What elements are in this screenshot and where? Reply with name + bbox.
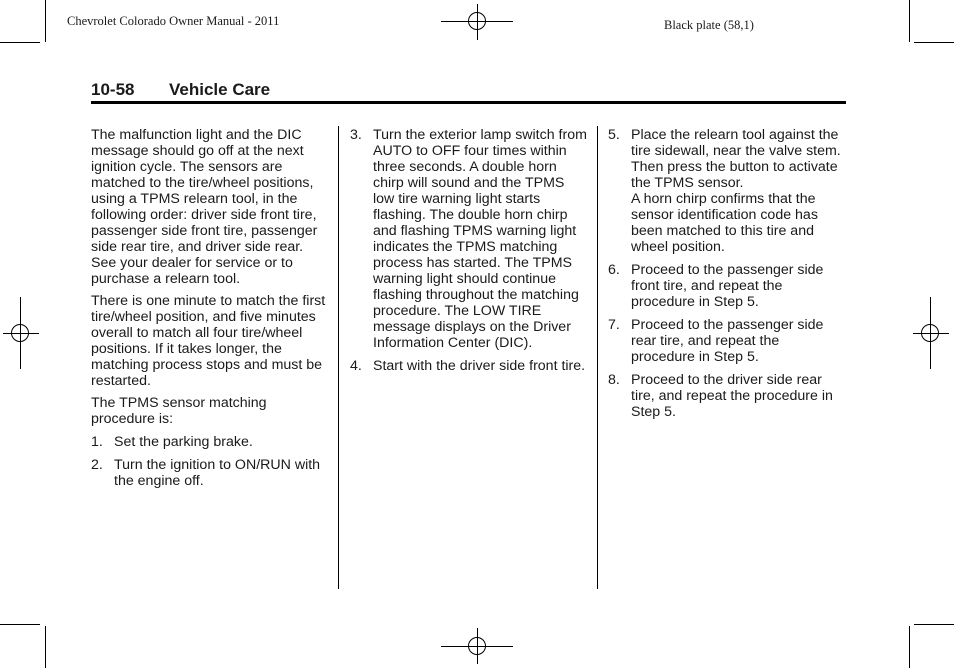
step-number: 5. [608,127,620,143]
crop-mark [0,42,40,43]
step-item [91,434,329,450]
step-text: Proceed to the passenger side front tire, and repeat the procedure in Step 5. [631,262,824,310]
paragraph: There is one minute to match the first tire/wheel position, and five minutes overall to match all four tire/wheel positions. If it takes longer, the matching process stops and must be restarted. [91,293,326,389]
step-text: Set the parking brake. [114,434,253,450]
column-3 [608,127,846,427]
manual-title: Chevrolet Colorado Owner Manual - 2011 [67,14,280,28]
step-number: 8. [608,372,620,388]
step-item [350,358,588,374]
step-number: 1. [91,434,103,450]
crop-mark [45,626,46,668]
paragraph: The malfunction light and the DIC message should go off at the next ignition cycle. The sensors are matched to the tire/wheel positions, using a TPMS relearn tool, in the following order: driver side front tire, passenger side front tire, passenger side rear tire, and driver side rear. See your dealer for service or to purchase a relearn tool. [91,127,318,287]
crop-mark [914,624,954,625]
step-text: Proceed to the driver side rear tire, and repeat the procedure in Step 5. [631,372,833,420]
crop-mark [914,42,954,43]
plate-label: Black plate (58,1) [664,18,754,32]
crop-mark [45,0,46,42]
crop-mark [0,624,40,625]
step-text: Proceed to the passenger side rear tire, and repeat the procedure in Step 5. [631,317,824,365]
paragraph: The TPMS sensor matching procedure is: [91,395,267,427]
step-item [608,262,846,310]
step-number: 3. [350,127,362,143]
column-2 [350,127,588,381]
step-item [608,317,846,365]
step-text: Turn the exterior lamp switch from AUTO to OFF four times within three seconds. A double horn chirp will sound and the TPMS low tire warning light starts flashing. The double horn chirp and flashing TPMS warning light indicates the TPMS matching process has started. The TPMS warning light should continue flashing throughout the matching procedure. The LOW TIRE message displays on the Driver Information Center (DIC). [373,127,587,351]
step-number: 6. [608,262,620,278]
step-item [608,372,846,420]
step-text: Turn the ignition to ON/RUN with the engine off. [114,457,321,489]
step-note: A horn chirp confirms that the sensor identification code has been matched to this tire and wheel position. [631,191,818,255]
step-number: 4. [350,358,362,374]
page-number: 10-58 [91,80,135,99]
step-text: Place the relearn tool against the tire sidewall, near the valve stem. Then press the button to activate the TPMS sensor. [631,127,841,191]
step-item [608,127,846,255]
crop-mark [909,0,910,42]
step-text: Start with the driver side front tire. [373,358,586,374]
step-number: 2. [91,457,103,473]
crop-mark [909,626,910,668]
column-divider [597,126,598,589]
column-divider [338,126,339,589]
step-item [350,127,588,351]
column-1 [91,127,329,496]
step-number: 7. [608,317,620,333]
section-heading [91,80,270,100]
step-item [91,457,329,489]
heading-rule [91,101,846,104]
section-title: Vehicle Care [169,80,271,99]
